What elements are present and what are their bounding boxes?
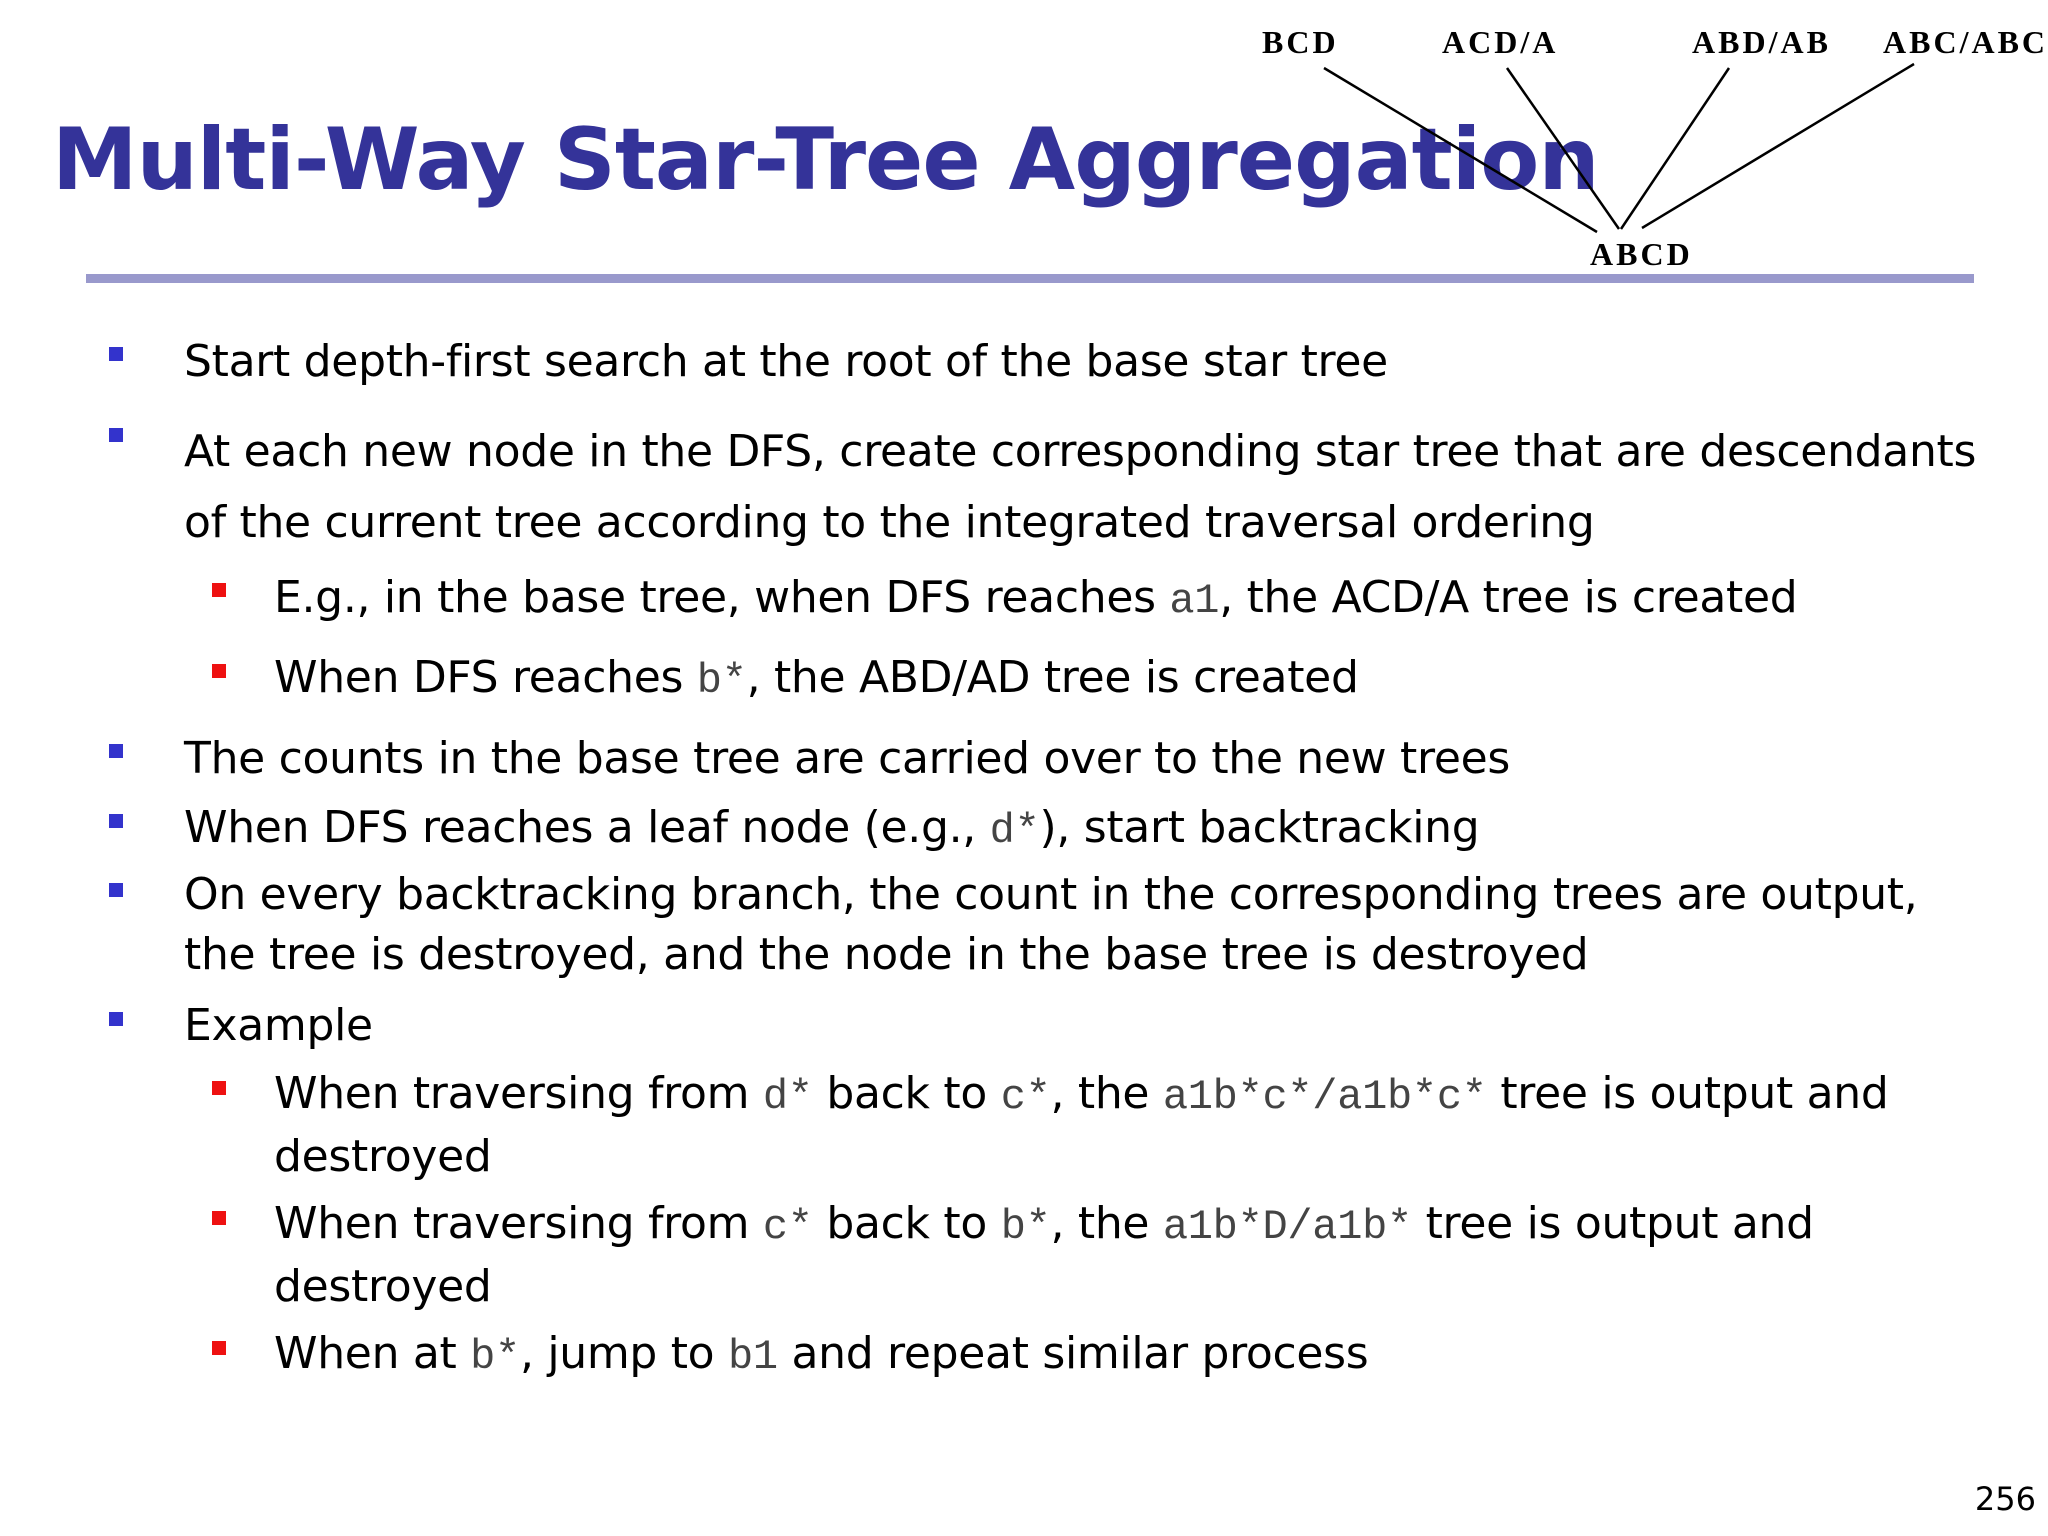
- sub-bullet-d-to-c: [274, 1064, 2014, 1187]
- sub-bullet-marker: [212, 1341, 226, 1355]
- sub-bullet-jump-b1: [274, 1324, 2014, 1387]
- sub-bullet-text: tree is output and: [1411, 1198, 1814, 1249]
- bullet-text-line1: At each new node in the DFS, create corresponding star tree that are descendants: [184, 426, 1977, 477]
- bullet-text-line1: On every backtracking branch, the count in the corresponding trees are output,: [184, 869, 1918, 920]
- bullet-leaf-backtracking: [184, 802, 2014, 855]
- sub-bullet-text: , the: [1050, 1068, 1163, 1119]
- lattice-node-abd-ab: ABD/AB: [1692, 24, 1831, 60]
- sub-bullet-marker: [212, 664, 226, 678]
- sub-bullet-text: back to: [812, 1068, 1001, 1119]
- page-number: 256: [1974, 1480, 2036, 1518]
- bullet-example: [184, 1000, 2014, 1051]
- code-b1: b1: [727, 1333, 778, 1381]
- bullet-text: When DFS reaches a leaf node (e.g.,: [184, 802, 990, 853]
- slide-title: Multi-Way Star-Tree Aggregation: [52, 110, 1599, 210]
- code-a1b-d-tree: a1b*D/a1b*: [1162, 1203, 1412, 1251]
- sub-bullet-text: When DFS reaches: [274, 652, 697, 703]
- sub-bullet-text: , the: [1050, 1198, 1163, 1249]
- code-b-star: b*: [696, 657, 747, 705]
- bullet-text-line2: the tree is destroyed, and the node in the base tree is destroyed: [184, 929, 1589, 980]
- lattice-node-bcd: BCD: [1262, 24, 1339, 60]
- code-c-star: c*: [762, 1203, 813, 1251]
- bullet-marker: [109, 883, 123, 897]
- sub-bullet-abd-created: [274, 652, 2014, 705]
- bullet-marker: [109, 347, 123, 361]
- sub-bullet-text: , jump to: [519, 1328, 728, 1379]
- sub-bullet-marker: [212, 1211, 226, 1225]
- lattice-node-acd-a: ACD/A: [1442, 24, 1559, 60]
- sub-bullet-text: , the ACD/A tree is created: [1219, 572, 1798, 623]
- sub-bullet-text: , the ABD/AD tree is created: [746, 652, 1359, 703]
- code-a1: a1: [1169, 577, 1220, 625]
- sub-bullet-text: When traversing from: [274, 1198, 763, 1249]
- bullet-dfs-start: [184, 336, 2014, 387]
- code-b-star: b*: [1000, 1203, 1051, 1251]
- sub-bullet-marker: [212, 1081, 226, 1095]
- sub-bullet-acd-created: [274, 572, 2014, 625]
- code-a1b-c-tree: a1b*c*/a1b*c*: [1162, 1073, 1487, 1121]
- lattice-node-abc-abc: ABC/ABC: [1883, 24, 2048, 60]
- sub-bullet-text: E.g., in the base tree, when DFS reaches: [274, 572, 1170, 623]
- bullet-marker: [109, 744, 123, 758]
- bullet-create-star-tree: [184, 416, 2014, 558]
- bullet-text: Example: [184, 1000, 373, 1051]
- sub-bullet-text-line2: destroyed: [274, 1261, 492, 1312]
- sub-bullet-marker: [212, 583, 226, 597]
- sub-bullet-text: back to: [812, 1198, 1001, 1249]
- bullet-text: The counts in the base tree are carried over to the new trees: [184, 733, 1510, 784]
- bullet-backtracking-branch: [184, 865, 2014, 985]
- bullet-text: Start depth-first search at the root of the base star tree: [184, 336, 1388, 387]
- code-c-star: c*: [1000, 1073, 1051, 1121]
- bullet-counts-carried: [184, 733, 2014, 784]
- bullet-text-line2: of the current tree according to the integrated traversal ordering: [184, 497, 1595, 548]
- sub-bullet-text: When traversing from: [274, 1068, 763, 1119]
- sub-bullet-text: and repeat similar process: [777, 1328, 1369, 1379]
- sub-bullet-text: When at: [274, 1328, 471, 1379]
- code-b-star: b*: [470, 1333, 520, 1381]
- code-d-star: d*: [762, 1073, 813, 1121]
- bullet-marker: [109, 1012, 123, 1026]
- sub-bullet-text-line2: destroyed: [274, 1131, 492, 1182]
- bullet-marker: [109, 428, 123, 442]
- code-d-star: d*: [989, 807, 1040, 855]
- bullet-text: ), start backtracking: [1039, 802, 1480, 853]
- bullet-marker: [109, 814, 123, 828]
- sub-bullet-c-to-b: [274, 1194, 2014, 1317]
- sub-bullet-text: tree is output and: [1486, 1068, 1889, 1119]
- lattice-node-abcd: ABCD: [1590, 236, 1693, 272]
